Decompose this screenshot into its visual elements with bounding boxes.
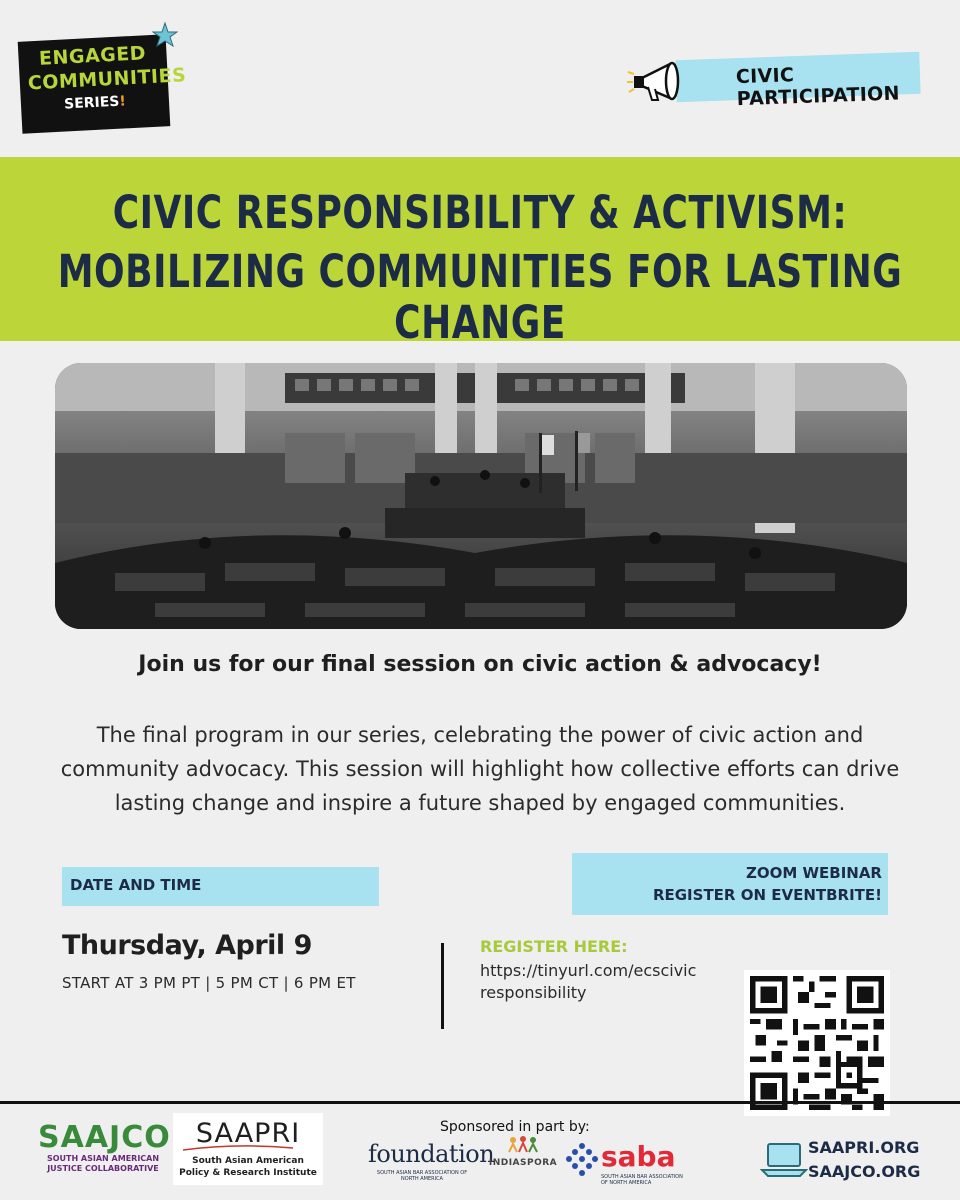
badge-line-2: COMMUNITIES	[27, 64, 187, 95]
indiaspora-name: INDIASPORA	[488, 1158, 558, 1168]
register-url-line-2[interactable]: responsibility	[480, 983, 587, 1002]
saajco-sub-1: SOUTH ASIAN AMERICAN	[46, 1154, 160, 1163]
megaphone-icon	[624, 54, 704, 114]
register-label: REGISTER HERE:	[480, 937, 628, 956]
saajco-sub-2: JUSTICE COLLABORATIVE	[47, 1164, 159, 1173]
title-line-1: CIVIC RESPONSIBILITY & ACTIVISM:	[112, 187, 848, 240]
saapri-sub-1: South Asian American	[192, 1156, 304, 1166]
saba-logo	[565, 1140, 683, 1186]
headline: Join us for our final session on civic action & advocacy!	[138, 652, 822, 677]
saapri-website[interactable]: SAAPRI.ORG	[808, 1138, 920, 1157]
indiaspora-logo	[478, 1136, 568, 1168]
qr-code[interactable]	[744, 970, 890, 1116]
civic-participation-tag	[675, 52, 920, 111]
title-band	[0, 157, 960, 350]
saajco-logo	[38, 1120, 171, 1174]
zoom-line-1: ZOOM WEBINAR	[745, 864, 882, 882]
saba-name: saba	[601, 1140, 676, 1173]
date-label: DATE AND TIME	[70, 876, 202, 894]
swoosh-icon	[183, 1145, 293, 1151]
footer-divider	[0, 1101, 960, 1104]
laptop-icon	[760, 1140, 808, 1178]
legislative-chamber-photo	[55, 363, 907, 629]
saapri-logo	[173, 1113, 323, 1185]
zoom-info-box	[572, 853, 888, 915]
foundation-logo: foundation	[368, 1140, 495, 1168]
series-badge	[18, 34, 187, 134]
description: The final program in our series, celebrating the power of civic action and community advocacy. This session will highlight how collective efforts can drive lasting change and inspire a future shaped by engaged communities.	[60, 723, 900, 815]
zoom-line-2: REGISTER ON EVENTBRITE!	[652, 886, 882, 904]
star-icon	[152, 22, 178, 48]
badge-line-3: SERIES!	[63, 93, 127, 113]
foundation-sub: SOUTH ASIAN BAR ASSOCIATION OF NORTH AMERICA	[376, 1170, 468, 1182]
event-times: START AT 3 PM PT | 5 PM CT | 6 PM ET	[62, 974, 356, 992]
badge-line-1: ENGAGED	[38, 42, 147, 70]
saapri-name: SAAPRI	[195, 1118, 301, 1149]
indiaspora-figures-icon	[503, 1136, 543, 1154]
sponsored-label: Sponsored in part by:	[440, 1119, 590, 1135]
title-line-2: MOBILIZING COMMUNITIES FOR LASTING CHANGE	[57, 246, 903, 350]
saba-sub: SOUTH ASIAN BAR ASSOCIATION OF NORTH AMERICA	[601, 1174, 683, 1186]
saajco-name: SAAJCO	[38, 1120, 171, 1155]
event-date: Thursday, April 9	[62, 930, 312, 961]
saapri-sub-2: Policy & Research Institute	[179, 1168, 317, 1178]
civic-participation-label: CIVIC PARTICIPATION	[735, 64, 901, 111]
saba-mosaic-icon	[565, 1140, 599, 1180]
register-url-line-1[interactable]: https://tinyurl.com/ecscivic	[480, 961, 697, 980]
vertical-divider	[441, 943, 444, 1029]
saajco-website[interactable]: SAAJCO.ORG	[808, 1162, 921, 1181]
date-label-box	[62, 867, 379, 906]
